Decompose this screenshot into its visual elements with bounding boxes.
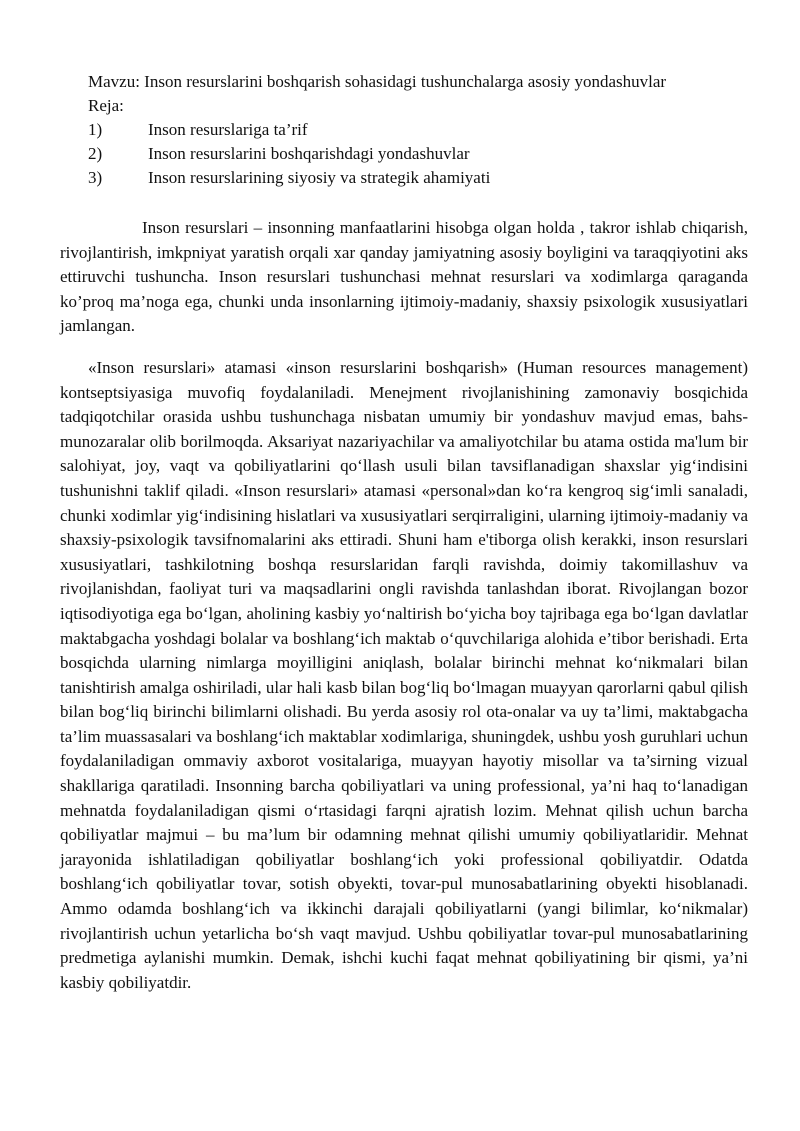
plan-item-text: Inson resurslariga ta’rif bbox=[148, 120, 308, 139]
paragraph-main: «Inson resurslari» atamasi «inson resurslarini boshqarish» (Human resources management) kontseptsiyasiga muvofiq foydalaniladi. Menejment rivojlanishining zamonaviy bosqichida tadqiqotchilar orasida ushbu tushunchaga nisbatan umumiy bir yondashuv mavjud emas, bahs-munozaralar olib borilmoqda. Aksariyat nazariyachilar va amaliyotchilar bu atama ostida ma'lum bir salohiyat, joy, vaqt va qobiliyatlarini qo‘llash usuli bilan tavsiflanadigan shaxslar yig‘indisini tushunishni taklif qiladi. «Inson resurslari» atamasi «personal»dan ko‘ra kengroq sig‘imli sanaladi, chunki xodimlar yig‘indisining hislatlari va xususiyatlari serqirraligini, ularning ijtimoiy-madaniy va shaxsiy-psixologik tavsifnomalarini aks ettiradi. Shuni ham e'tiborga olish kerakki, inson resurslari xususiyatlari, tashkilotning boshqa resurslaridan farqli ravishda, doimiy takomillashuv va rivojlanishdan, faoliyat turi va maqsadlarini ongli ravishda tanlashdan iborat. Rivojlangan bozor iqtisodiyotiga ega bo‘lgan, aholining kasbiy yo‘naltirish bo‘yicha boy tajribaga ega bo‘lgan davlatlar maktabgacha yoshdagi bolalar va boshlang‘ich maktab o‘quvchilariga alohida e’tibor berishadi. Erta bosqichda ularning nimlarga moyilligini aniqlash, bolalar birinchi mehnat ko‘nikmalari bilan tanishtirish amalga oshiriladi, ular hali kasb bilan bog‘liq bo‘lmagan muayyan qarorlarni qabul qilish bilan bog‘liq birinchi bilimlarni olishadi. Bu yerda asosiy rol ota-onalar va uy ta’limi, maktabgacha ta’lim muassasalari va boshlang‘ich maktablar xodimlariga, shuningdek, ushbu yosh guruhlari uchun foydalaniladigan ommaviy axborot vositalariga, muayyan hayotiy misollar va ta’sirning vizual shakllariga qaratiladi. Insonning barcha qobiliyatlari va uning professional, ya’ni haq to‘lanadigan mehnatda foydalaniladigan qismi o‘rtasidagi farqni ajratish lozim. Mehnat qilish uchun barcha qobiliyatlar majmui – bu ma’lum bir odamning mehnat qilishi umumiy qobiliyatlaridir. Mehnat jarayonida ishlatiladigan qobiliyatlar boshlang‘ich yoki professional qobiliyatdir. Odatda boshlang‘ich qobiliyatlar tovar, sotish obyekti, tovar-pul munosabatlarining obyekti hisoblanadi. Ammo odamda boshlang‘ich va ikkinchi darajali qobiliyatlarni (yangi bilimlar, ko‘nikmalar) rivojlantirish uchun yetarlicha bo‘sh vaqt mavjud. Ushbu qobiliyatlar tovar-pul munosabatlarining predmetiga aylanishi mumkin. Demak, ishchi kuchi faqat mehnat qobiliyatining bir qismi, ya’ni kasbiy qobiliyatdir. bbox=[60, 357, 748, 992]
plan-item-number: 3) bbox=[88, 168, 103, 187]
plan-item-number: 2) bbox=[88, 144, 103, 163]
plan-item-text: Inson resurslarining siyosiy va strategik ahamiyati bbox=[148, 168, 491, 187]
plan-item-text: Inson resurslarini boshqarishdagi yondashuvlar bbox=[148, 144, 470, 163]
plan-item bbox=[60, 166, 748, 190]
paragraph-definition: Inson resurslari – insonning manfaatlarini hisobga olgan holda , takror ishlab chiqarish, rivojlantirish, imkpniyat yaratish orqali xar qanday jamiyatning asosiy boyligini va taraqqiyotini aks ettiruvchi tushuncha. Inson resurslari tushunchasi mehnat resurslari va xodimlarga qaraganda ko’proq ma’noga ega, chunki unda insonlarning ijtimoiy-madaniy, shaxsiy psixologik xususiyatlari jamlangan. bbox=[60, 218, 748, 336]
plan-heading: Reja: bbox=[88, 96, 124, 115]
plan-item bbox=[60, 142, 748, 166]
plan-item-number: 1) bbox=[88, 120, 103, 139]
topic-line: Mavzu: Inson resurslarini boshqarish sohasidagi tushunchalarga asosiy yondashuvlar bbox=[88, 72, 667, 91]
plan-item bbox=[60, 118, 748, 142]
